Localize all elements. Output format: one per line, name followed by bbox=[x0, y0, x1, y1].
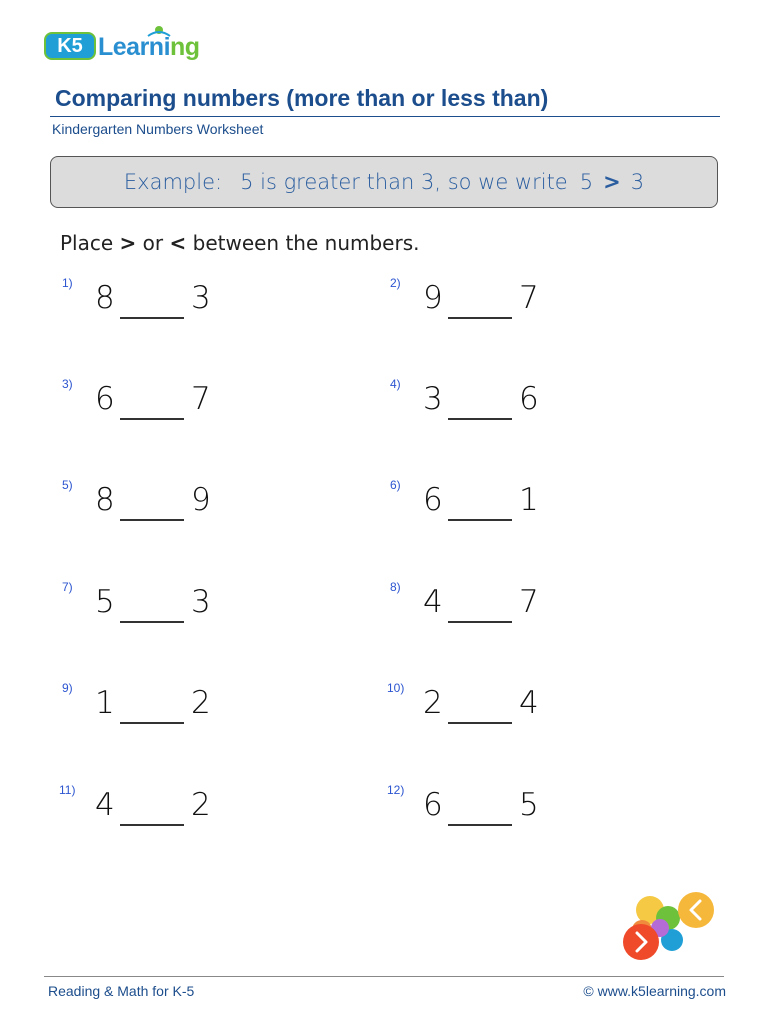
right-number: 9 bbox=[191, 482, 211, 518]
answer-blank[interactable] bbox=[448, 418, 512, 420]
answer-blank[interactable] bbox=[120, 519, 184, 521]
right-number: 7 bbox=[519, 584, 539, 620]
problem-number: 11) bbox=[59, 783, 76, 797]
left-number: 1 bbox=[95, 685, 115, 721]
left-number: 3 bbox=[423, 381, 443, 417]
logo-badge: K5 bbox=[44, 32, 96, 60]
problem-number: 2) bbox=[390, 276, 401, 290]
right-number: 7 bbox=[519, 280, 539, 316]
answer-blank[interactable] bbox=[448, 824, 512, 826]
problem-number: 4) bbox=[390, 377, 401, 391]
logo-wordmark bbox=[98, 33, 200, 62]
example-symbol: > bbox=[603, 170, 621, 194]
answer-blank[interactable] bbox=[120, 824, 184, 826]
problem-number: 5) bbox=[62, 478, 73, 492]
footer-tagline: Reading & Math for K-5 bbox=[48, 983, 195, 999]
right-number: 2 bbox=[191, 685, 211, 721]
right-number: 3 bbox=[191, 280, 211, 316]
previous-arrow-icon[interactable] bbox=[623, 924, 659, 960]
footer-website-link[interactable]: © www.k5learning.com bbox=[583, 983, 726, 999]
left-number: 6 bbox=[423, 787, 443, 823]
left-number: 9 bbox=[423, 280, 443, 316]
right-number: 3 bbox=[191, 584, 211, 620]
instruction-after: between the numbers. bbox=[192, 231, 420, 255]
problem-number: 10) bbox=[387, 681, 405, 695]
navigation-decoration bbox=[620, 888, 720, 968]
k5-learning-logo bbox=[44, 24, 204, 66]
problem-number: 8) bbox=[390, 580, 401, 594]
logo-word-main: Learni bbox=[98, 33, 171, 61]
right-number: 1 bbox=[519, 482, 539, 518]
left-number: 5 bbox=[95, 584, 115, 620]
answer-blank[interactable] bbox=[120, 621, 184, 623]
next-arrow-icon[interactable] bbox=[678, 892, 714, 928]
right-number: 7 bbox=[191, 381, 211, 417]
instruction-before: Place bbox=[60, 231, 114, 255]
answer-blank[interactable] bbox=[120, 317, 184, 319]
answer-blank[interactable] bbox=[448, 722, 512, 724]
left-number: 8 bbox=[95, 280, 115, 316]
problem-number: 12) bbox=[387, 783, 405, 797]
instruction-mid: or bbox=[142, 231, 164, 255]
left-number: 2 bbox=[423, 685, 443, 721]
right-number: 4 bbox=[519, 685, 539, 721]
title-divider bbox=[50, 116, 720, 117]
answer-blank[interactable] bbox=[120, 418, 184, 420]
answer-blank[interactable] bbox=[448, 621, 512, 623]
example-right-number: 3 bbox=[630, 170, 645, 194]
right-number: 5 bbox=[519, 787, 539, 823]
left-number: 4 bbox=[95, 787, 115, 823]
example-box bbox=[50, 156, 718, 208]
problem-number: 6) bbox=[390, 478, 401, 492]
left-number: 6 bbox=[423, 482, 443, 518]
example-lead: Example: bbox=[123, 170, 223, 194]
problem-number: 7) bbox=[62, 580, 73, 594]
left-number: 4 bbox=[423, 584, 443, 620]
right-number: 6 bbox=[519, 381, 539, 417]
problem-number: 9) bbox=[62, 681, 73, 695]
instruction-lt-symbol: < bbox=[169, 231, 187, 255]
left-number: 8 bbox=[95, 482, 115, 518]
example-sentence: 5 is greater than 3, so we write bbox=[240, 170, 568, 194]
page-title: Comparing numbers (more than or less than) bbox=[55, 85, 549, 111]
logo-word-end: ng bbox=[170, 33, 200, 61]
answer-blank[interactable] bbox=[448, 519, 512, 521]
instruction-text bbox=[60, 231, 419, 255]
footer-divider bbox=[44, 976, 724, 977]
left-number: 6 bbox=[95, 381, 115, 417]
answer-blank[interactable] bbox=[448, 317, 512, 319]
example-left-number: 5 bbox=[579, 170, 594, 194]
instruction-gt-symbol: > bbox=[119, 231, 137, 255]
problem-number: 3) bbox=[62, 377, 73, 391]
right-number: 2 bbox=[191, 787, 211, 823]
page-subtitle: Kindergarten Numbers Worksheet bbox=[52, 121, 264, 137]
answer-blank[interactable] bbox=[120, 722, 184, 724]
problem-number: 1) bbox=[62, 276, 73, 290]
